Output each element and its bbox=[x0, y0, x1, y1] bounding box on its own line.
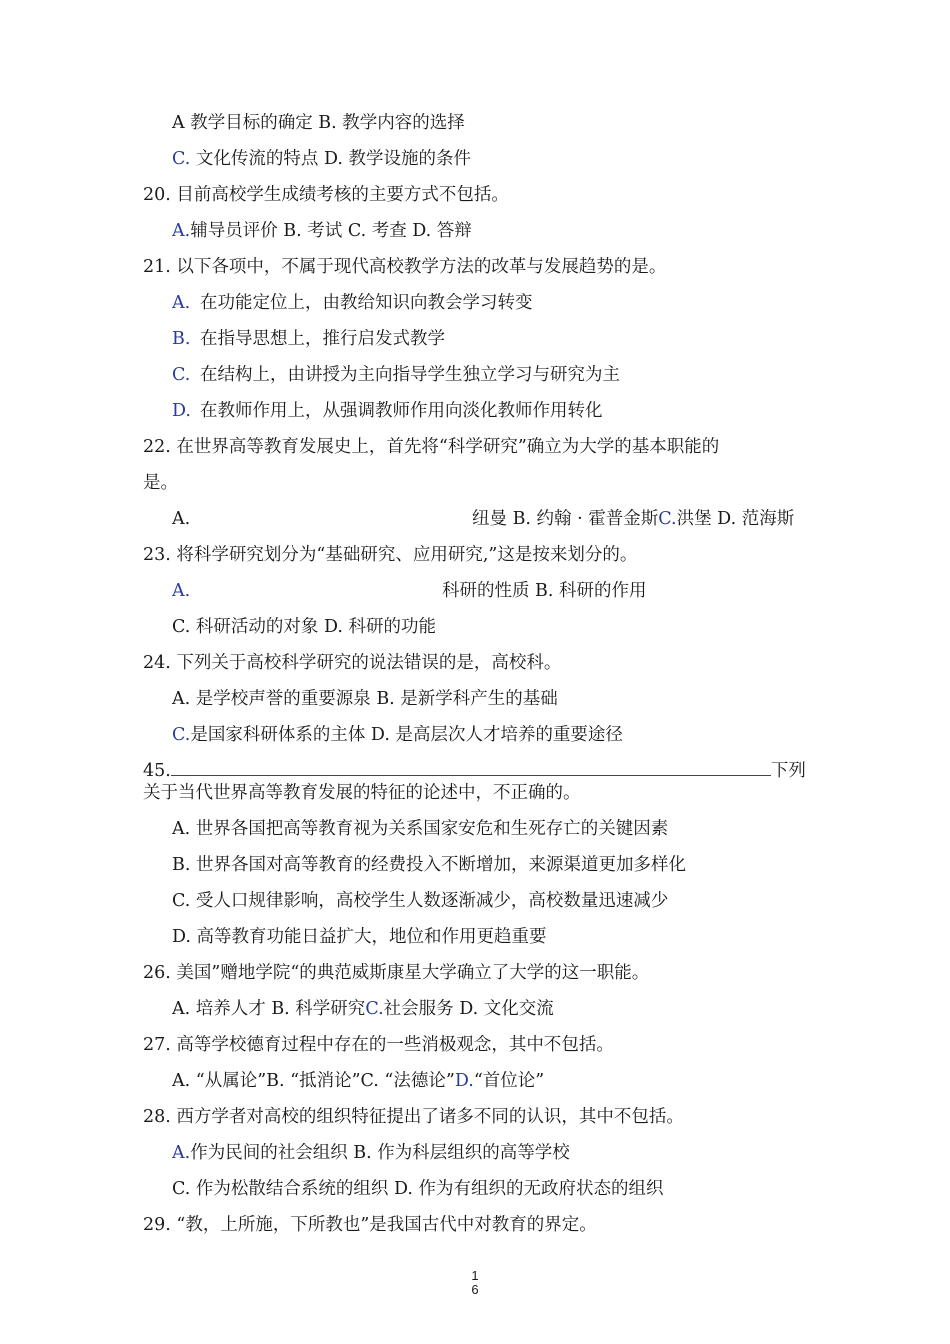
option-line: C. 受人口规律影响，高校学生人数逐渐减少，高校数量迅速减少 bbox=[172, 891, 669, 911]
question-22: 22. 在世界高等教育发展史上，首先将“科学研究”确立为大学的基本职能的 bbox=[143, 437, 720, 457]
option-line: B. 在指导思想上，推行启发式教学 bbox=[172, 329, 445, 349]
option-line: A. 科研的性质 B. 科研的作用 bbox=[172, 581, 647, 601]
option-line: A.辅导员评价 B. 考试 C. 考查 D. 答辩 bbox=[172, 221, 472, 241]
option-line: C. 文化传流的特点 D. 教学设施的条件 bbox=[172, 149, 472, 169]
question-27: 27. 高等学校德育过程中存在的一些消极观念，其中不包括。 bbox=[143, 1035, 614, 1055]
option-line: C. 作为松散结合系统的组织 D. 作为有组织的无政府状态的组织 bbox=[172, 1179, 664, 1199]
page-number-total: 6 bbox=[471, 1282, 479, 1297]
page-number-current: 1 bbox=[471, 1268, 479, 1283]
question-26: 26. 美国”赠地学院“的典范威斯康星大学确立了大学的这一职能。 bbox=[143, 963, 650, 983]
question-21: 21. 以下各项中，不属于现代高校教学方法的改革与发展趋势的是。 bbox=[143, 257, 667, 277]
option-line: A. 纽曼 B. 约翰 · 霍普金斯C.洪堡 D. 范海斯 bbox=[172, 509, 795, 529]
option-line: A.作为民间的社会组织 B. 作为科层组织的高等学校 bbox=[172, 1143, 570, 1163]
option-line: A. 世界各国把高等教育视为关系国家安危和生死存亡的关键因素 bbox=[172, 819, 669, 839]
option-line: D. 在教师作用上，从强调教师作用向淡化教师作用转化 bbox=[172, 401, 603, 421]
question-24: 24. 下列关于高校科学研究的说法错误的是，高校科。 bbox=[143, 653, 562, 673]
question-20: 20. 目前高校学生成绩考核的主要方式不包括。 bbox=[143, 185, 509, 205]
question-22-continued: 是。 bbox=[143, 473, 178, 493]
question-45: 45. 下列 bbox=[143, 761, 806, 781]
option-line: A. 在功能定位上，由教给知识向教会学习转变 bbox=[172, 293, 533, 313]
option-line: A. 培养人才 B. 科学研究C.社会服务 D. 文化交流 bbox=[172, 999, 554, 1019]
option-line: A. “从属论”B. “抵消论”C. “法德论”D.“首位论” bbox=[172, 1071, 545, 1091]
question-28: 28. 西方学者对高校的组织特征提出了诸多不同的认识，其中不包括。 bbox=[143, 1107, 684, 1127]
option-line: C.是国家科研体系的主体 D. 是高层次人才培养的重要途径 bbox=[172, 725, 623, 745]
answer-blank bbox=[171, 761, 771, 776]
question-29: 29. “教，上所施，下所教也”是我国古代中对教育的界定。 bbox=[143, 1215, 597, 1235]
option-line: B. 世界各国对高等教育的经费投入不断增加，来源渠道更加多样化 bbox=[172, 855, 686, 875]
option-line: D. 高等教育功能日益扩大，地位和作用更趋重要 bbox=[172, 927, 547, 947]
option-line: A. 是学校声誉的重要源泉 B. 是新学科产生的基础 bbox=[172, 689, 558, 709]
option-line: C. 科研活动的对象 D. 科研的功能 bbox=[172, 617, 436, 637]
question-23: 23. 将科学研究划分为“基础研究、应用研究,”这是按来划分的。 bbox=[143, 545, 638, 565]
question-45-continued: 关于当代世界高等教育发展的特征的论述中，不正确的。 bbox=[143, 783, 581, 803]
option-line: C. 在结构上，由讲授为主向指导学生独立学习与研究为主 bbox=[172, 365, 620, 385]
option-line: A 教学目标的确定 B. 教学内容的选择 bbox=[172, 113, 465, 133]
